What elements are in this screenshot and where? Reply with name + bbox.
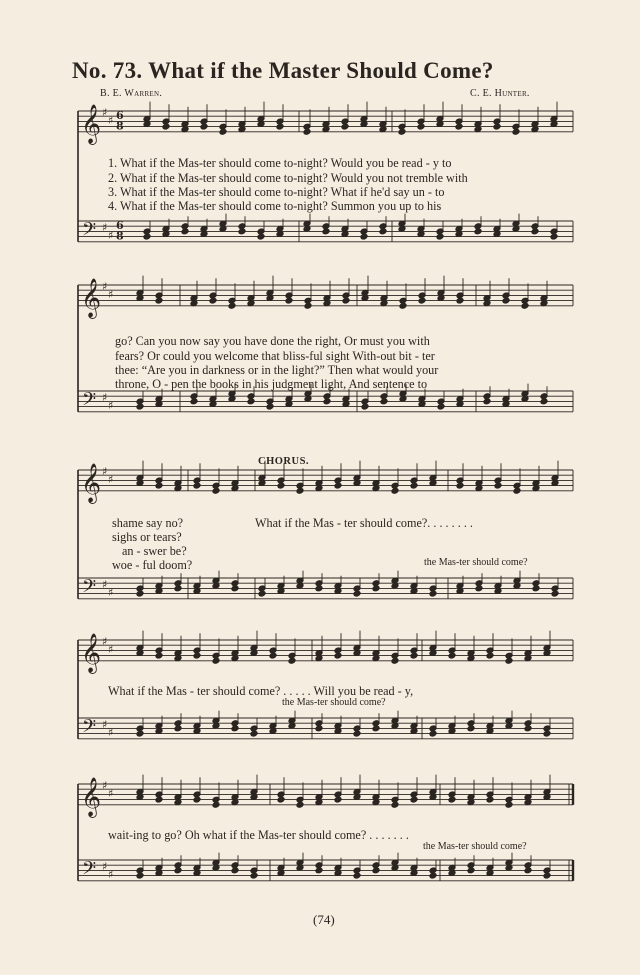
verse-2-line-3: sighs or tears?	[112, 530, 182, 544]
echo-2: the Mas-ter should come?	[282, 697, 386, 708]
svg-text:♯: ♯	[108, 472, 114, 486]
svg-text:𝄢: 𝄢	[82, 389, 97, 415]
chorus-line-2: What if the Mas - ter should come? . . . . . Will you be read - y,	[108, 684, 414, 698]
verse-1-line-3: shame say no?	[112, 516, 184, 530]
verse-4-line-2: throne, O - pen the books in his judgment light, And sentence to	[115, 377, 428, 391]
notes	[136, 102, 559, 879]
svg-text:6: 6	[116, 219, 124, 232]
svg-text:♯: ♯	[108, 786, 114, 800]
svg-text:♯: ♯	[102, 280, 108, 293]
verse-3-line-2: thee: “Are you in darkness or in the light?” Then what would your	[115, 363, 439, 377]
svg-text:♯: ♯	[108, 642, 114, 656]
verse-1-line-1: 1. What if the Mas-ter should come to-night? Would you be read - y to	[108, 156, 452, 170]
verse-2-line-2: fears? Or could you welcome that bliss-ful sight With-out bit - ter	[115, 349, 435, 363]
svg-text:♯: ♯	[102, 718, 108, 732]
svg-text:𝄞: 𝄞	[81, 632, 102, 673]
hymn-title: No. 73. What if the Master Should Come?	[72, 58, 494, 83]
verse-3-line-3: an - swer be?	[122, 544, 187, 558]
echo-1: the Mas-ter should come?	[424, 557, 528, 568]
chorus-line-1: What if the Mas - ter should come?. . . . . . . .	[255, 516, 473, 530]
echo-3: the Mas-ter should come?	[423, 841, 527, 852]
svg-text:𝄞: 𝄞	[81, 462, 102, 503]
svg-text:𝄢: 𝄢	[82, 716, 97, 742]
svg-text:♯: ♯	[108, 586, 114, 599]
svg-text:♯: ♯	[108, 229, 114, 242]
svg-text:♯: ♯	[102, 391, 108, 405]
lyricist-credit: B. E. Warren.	[100, 88, 163, 99]
svg-text:♯: ♯	[108, 868, 114, 881]
svg-text:𝄞: 𝄞	[81, 277, 102, 318]
svg-text:♯: ♯	[102, 221, 108, 235]
svg-text:𝄢: 𝄢	[82, 576, 97, 602]
svg-text:♯: ♯	[108, 113, 114, 127]
svg-text:♯: ♯	[102, 106, 108, 119]
svg-text:♯: ♯	[102, 779, 108, 792]
svg-text:♯: ♯	[102, 860, 108, 874]
svg-text:8: 8	[116, 119, 124, 133]
svg-text:𝄢: 𝄢	[82, 219, 97, 245]
verse-4-line-1: 4. What if the Mas-ter should come to-night? Summon you up to his	[108, 199, 442, 213]
svg-text:♯: ♯	[102, 635, 108, 648]
svg-text:♯: ♯	[108, 726, 114, 739]
svg-text:8: 8	[116, 229, 124, 243]
verse-4-line-3: woe - ful doom?	[112, 558, 193, 572]
svg-text:𝄢: 𝄢	[82, 858, 97, 884]
svg-text:𝄞: 𝄞	[81, 776, 102, 817]
composer-credit: C. E. Hunter.	[470, 88, 530, 99]
svg-text:♯: ♯	[108, 287, 114, 301]
chorus-label: CHORUS.	[258, 456, 310, 467]
svg-text:♯: ♯	[108, 399, 114, 412]
svg-text:𝄞: 𝄞	[81, 103, 102, 144]
svg-text:6: 6	[116, 109, 124, 122]
verse-2-line-1: 2. What if the Mas-ter should come to-night? Would you not tremble with	[108, 171, 468, 185]
chorus-line-3: wait-ing to go? Oh what if the Mas-ter should come? . . . . . . .	[108, 828, 409, 842]
svg-text:♯: ♯	[102, 578, 108, 592]
svg-text:♯: ♯	[102, 465, 108, 478]
page-number: (74)	[313, 912, 335, 927]
verse-3-line-1: 3. What if the Mas-ter should come to-night? What if he'd say un - to	[108, 185, 445, 199]
verse-1-line-2: go? Can you now say you have done the right, Or must you with	[115, 334, 430, 348]
clefs-and-signatures	[81, 104, 124, 884]
